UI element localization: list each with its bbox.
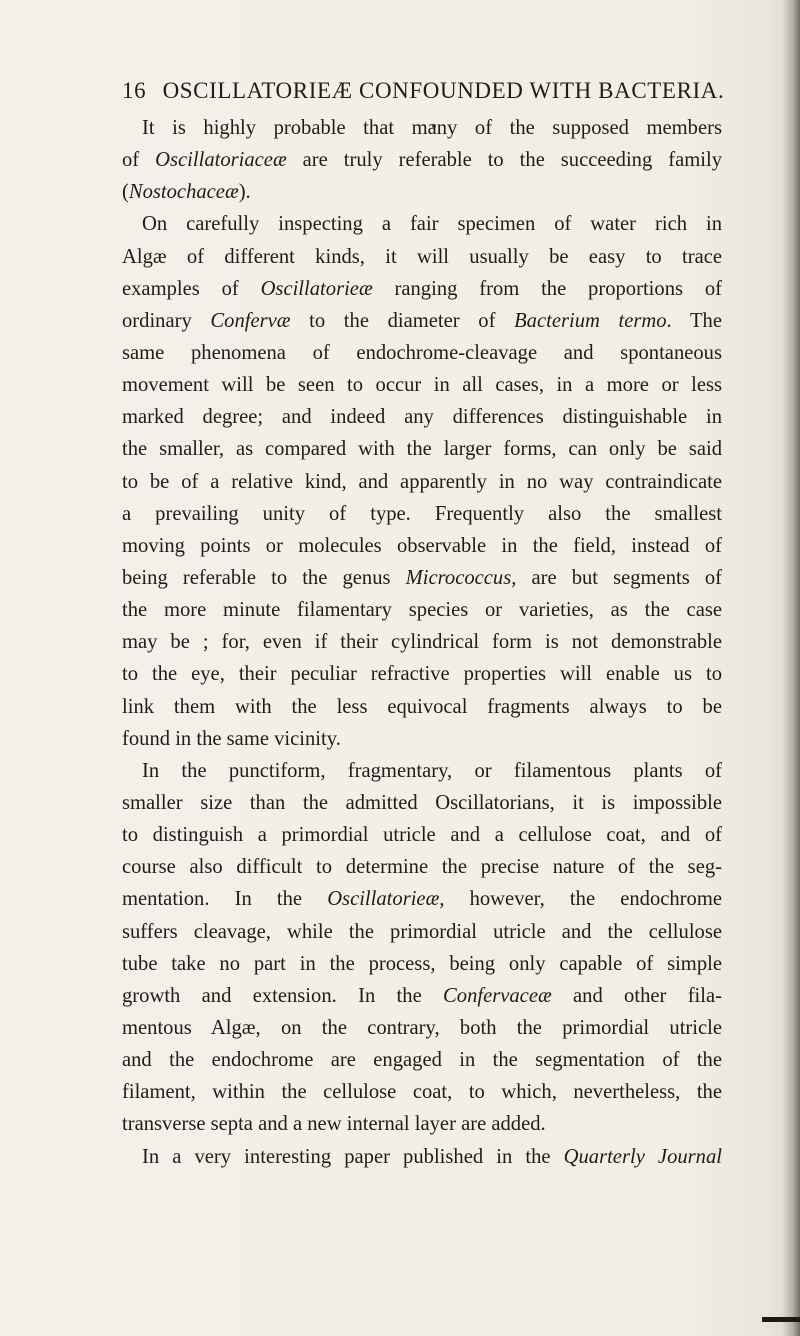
text-line: link them with the less equivocal fragments always to be [122,695,722,718]
text-line: course also difficult to determine the precise nature of the seg- [122,856,722,879]
text-line: marked degree; and indeed any differences distinguishable in [122,406,722,429]
text-line: of Oscillatoriaceæ are truly referable to the succeeding family [122,149,722,172]
text-line: Algæ of different kinds, it will usually be easy to trace [122,245,722,268]
body-text [122,112,722,1173]
running-title: OSCILLATORIEÆ CONFOUNDED WITH BACTERIA. [162,78,725,103]
text-line: filament, within the cellulose coat, to which, nevertheless, the [122,1081,722,1104]
text-line: movement will be seen to occur in all cases, in a more or less [122,374,722,397]
text-line: mentous Algæ, on the contrary, both the primordial utricle [122,1016,722,1039]
text-line: In the punctiform, fragmentary, or filamentous plants of [142,759,722,782]
text-line: (Nostochaceæ). [122,181,251,204]
text-line: same phenomena of endochrome-cleavage and spontaneous [122,341,722,364]
text-line: suffers cleavage, while the primordial utricle and the cellulose [122,920,722,943]
text-line: tube take no part in the process, being only capable of simple [122,952,722,975]
text-line: the more minute filamentary species or varieties, as the case [122,599,722,622]
text-line: a prevailing unity of type. Frequently also the smallest [122,502,722,525]
text-line: examples of Oscillatorieæ ranging from the proportions of [122,277,722,300]
text-line: ordinary Confervæ to the diameter of Bacterium termo. The [122,309,722,332]
text-line: In a very interesting paper published in the Quarterly Journal [142,1145,722,1168]
text-line: may be ; for, even if their cylindrical form is not demonstrable [122,631,722,654]
text-line: transverse septa and a new internal layer are added. [122,1113,546,1136]
text-line: moving points or molecules observable in the field, instead of [122,534,722,557]
page-number: 16 [122,78,147,103]
text-line: to be of a relative kind, and apparently in no way contraindicate [122,470,722,493]
page-edge-shadow [782,0,800,1336]
text-line: growth and extension. In the Confervaceæ and other fila- [122,984,722,1007]
text-line: and the endochrome are engaged in the segmentation of the [122,1049,722,1072]
page-corner-mark [762,1317,800,1322]
text-line: to the eye, their peculiar refractive properties will enable us to [122,663,722,686]
text-line: mentation. In the Oscillatorieæ, however, the endochrome [122,888,722,911]
text-line: being referable to the genus Micrococcus, are but segments of [122,566,723,589]
text-line: to distinguish a primordial utricle and a cellulose coat, and of [122,824,722,847]
running-header [122,78,725,104]
text-line: the smaller, as compared with the larger forms, can only be said [122,438,722,461]
text-line: It is highly probable that many of the supposed members [142,117,722,139]
text-line: smaller size than the admitted Oscillatorians, it is impossible [122,791,722,814]
text-line: On carefully inspecting a fair specimen of water rich in [142,213,722,236]
text-line: found in the same vicinity. [122,727,341,750]
